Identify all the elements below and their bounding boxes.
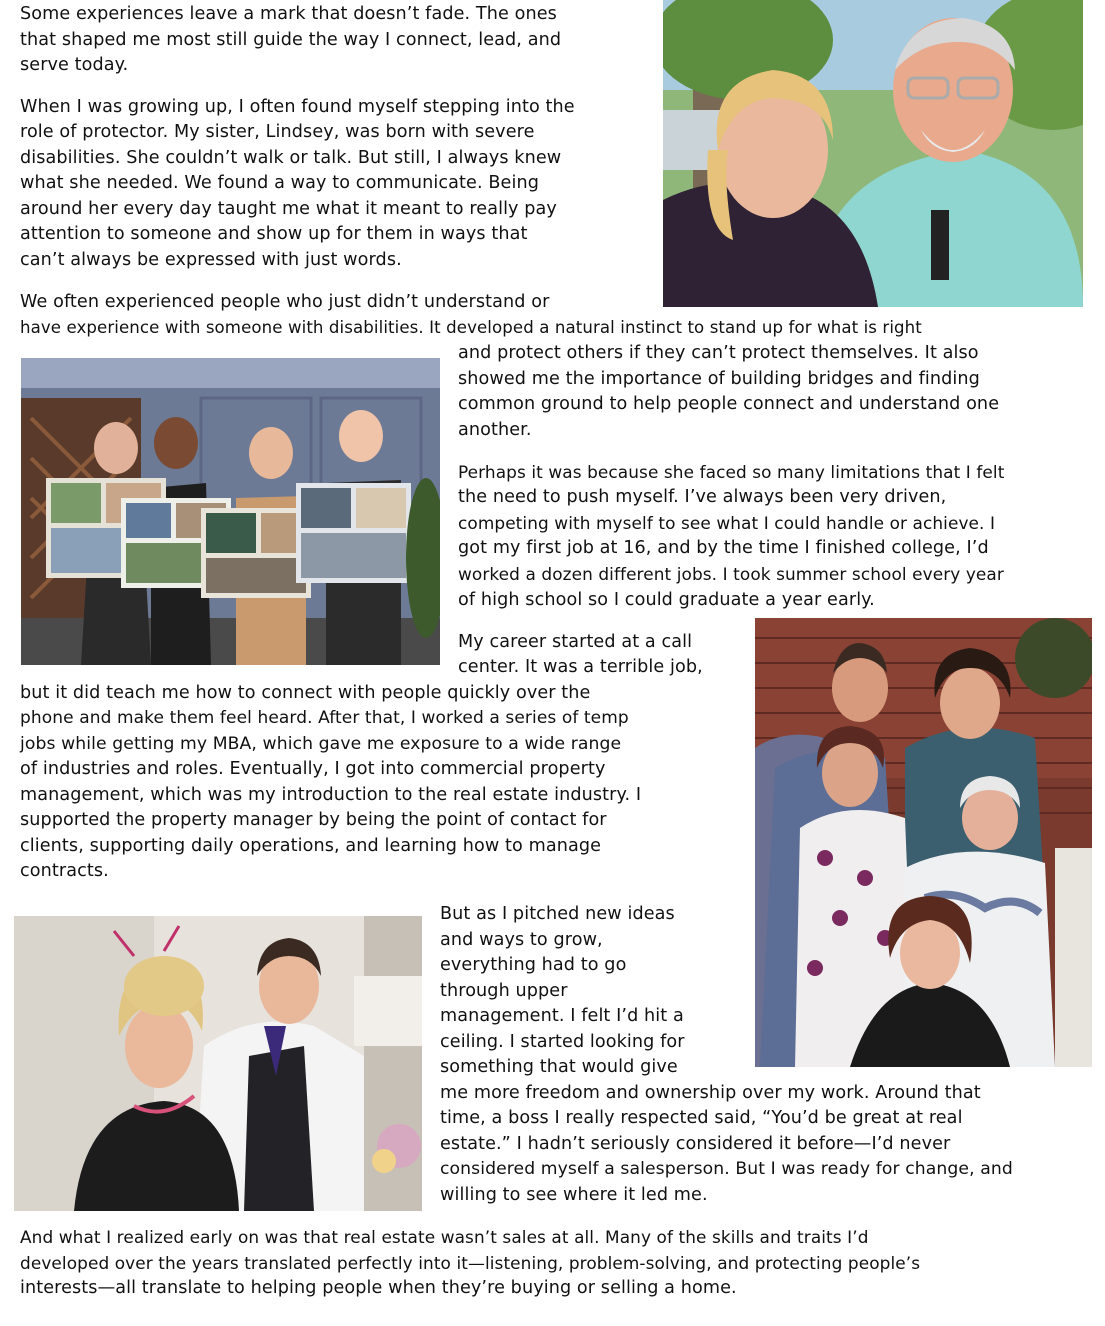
paragraph-2-line-2: role of protector. My sister, Lindsey, was born with severe [20, 122, 535, 142]
paragraph-5-line-8: supported the property manager by being the point of contact for [20, 810, 607, 830]
paragraph-5-line-3: but it did teach me how to connect with people quickly over the [20, 683, 591, 703]
paragraph-5-line-1: My career started at a call [458, 632, 693, 652]
paragraph-2-line-4: what she needed. We found a way to communicate. Being [20, 173, 539, 193]
paragraph-1-line-1: Some experiences leave a mark that doesn’t fade. The ones [20, 4, 557, 24]
paragraph-6-line-3: everything had to go [440, 955, 627, 975]
paragraph-6-line-11: considered myself a salesperson. But I was ready for change, and [440, 1159, 1013, 1179]
paragraph-2-line-3: disabilities. She couldn’t walk or talk. But still, I always knew [20, 148, 562, 168]
paragraph-2-line-5: around her every day taught me what it meant to really pay [20, 199, 557, 219]
paragraph-4-line-6: of high school so I could graduate a year early. [458, 590, 875, 610]
paragraph-4-line-2: the need to push myself. I’ve always been very driven, [458, 487, 947, 507]
group-photo [21, 358, 440, 665]
paragraph-3-line-6: another. [458, 420, 532, 440]
paragraph-3-line-4: showed me the importance of building bridges and finding [458, 369, 980, 389]
paragraph-6-line-1: But as I pitched new ideas [440, 904, 675, 924]
paragraph-4-line-1: Perhaps it was because she faced so many limitations that I felt [458, 462, 1005, 482]
paragraph-1-line-3: serve today. [20, 55, 129, 75]
paragraph-6-line-7: something that would give [440, 1057, 678, 1077]
paragraph-6-line-12: willing to see where it led me. [440, 1185, 708, 1205]
paragraph-5-line-2: center. It was a terrible job, [458, 657, 703, 677]
paragraph-2-line-1: When I was growing up, I often found myself stepping into the [20, 97, 575, 117]
family-photo [755, 618, 1092, 1067]
paragraph-5-line-7: management, which was my introduction to the real estate industry. I [20, 785, 642, 805]
paragraph-5-line-4: phone and make them feel heard. After that, I worked a series of temp [20, 708, 629, 728]
paragraph-6-line-2: and ways to grow, [440, 930, 603, 950]
paragraph-3-line-5: common ground to help people connect and understand one [458, 394, 1000, 414]
paragraph-7-line-3: interests—all translate to helping people when they’re buying or selling a home. [20, 1278, 737, 1298]
stylist-photo [14, 916, 422, 1211]
paragraph-1-line-2: that shaped me most still guide the way I connect, lead, and [20, 30, 562, 50]
paragraph-7-line-2: developed over the years translated perfectly into it—listening, problem-solving, and protecting people’s [20, 1253, 921, 1273]
paragraph-6-line-8: me more freedom and ownership over my work. Around that [440, 1083, 981, 1103]
paragraph-6-line-6: ceiling. I started looking for [440, 1032, 685, 1052]
paragraph-3-line-2: have experience with someone with disabilities. It developed a natural instinct to stand up for what is right [20, 318, 922, 337]
paragraph-5-line-9: clients, supporting daily operations, and learning how to manage [20, 836, 602, 856]
paragraph-7-line-1: And what I realized early on was that real estate wasn’t sales at all. Many of the skills and traits I’d [20, 1227, 869, 1247]
paragraph-5-line-6: of industries and roles. Eventually, I got into commercial property [20, 759, 606, 779]
paragraph-6-line-5: management. I felt I’d hit a [440, 1006, 684, 1026]
paragraph-3-line-3: and protect others if they can’t protect themselves. It also [458, 343, 979, 363]
paragraph-6-line-10: estate.” I hadn’t seriously considered it before—I’d never [440, 1134, 951, 1154]
selfie-photo [663, 0, 1083, 307]
paragraph-5-line-10: contracts. [20, 861, 109, 881]
paragraph-2-line-7: can’t always be expressed with just words. [20, 250, 402, 270]
paragraph-6-line-9: time, a boss I really respected said, “You’d be great at real [440, 1108, 963, 1128]
paragraph-4-line-3: competing with myself to see what I could handle or achieve. I [458, 513, 996, 533]
paragraph-6-line-4: through upper [440, 981, 568, 1001]
paragraph-5-line-5: jobs while getting my MBA, which gave me exposure to a wide range [20, 734, 622, 754]
paragraph-3-line-1: We often experienced people who just didn’t understand or [20, 292, 550, 312]
paragraph-4-line-4: got my first job at 16, and by the time I finished college, I’d [458, 538, 989, 558]
paragraph-2-line-6: attention to someone and show up for them in ways that [20, 224, 528, 244]
paragraph-4-line-5: worked a dozen different jobs. I took summer school every year [458, 564, 1004, 584]
